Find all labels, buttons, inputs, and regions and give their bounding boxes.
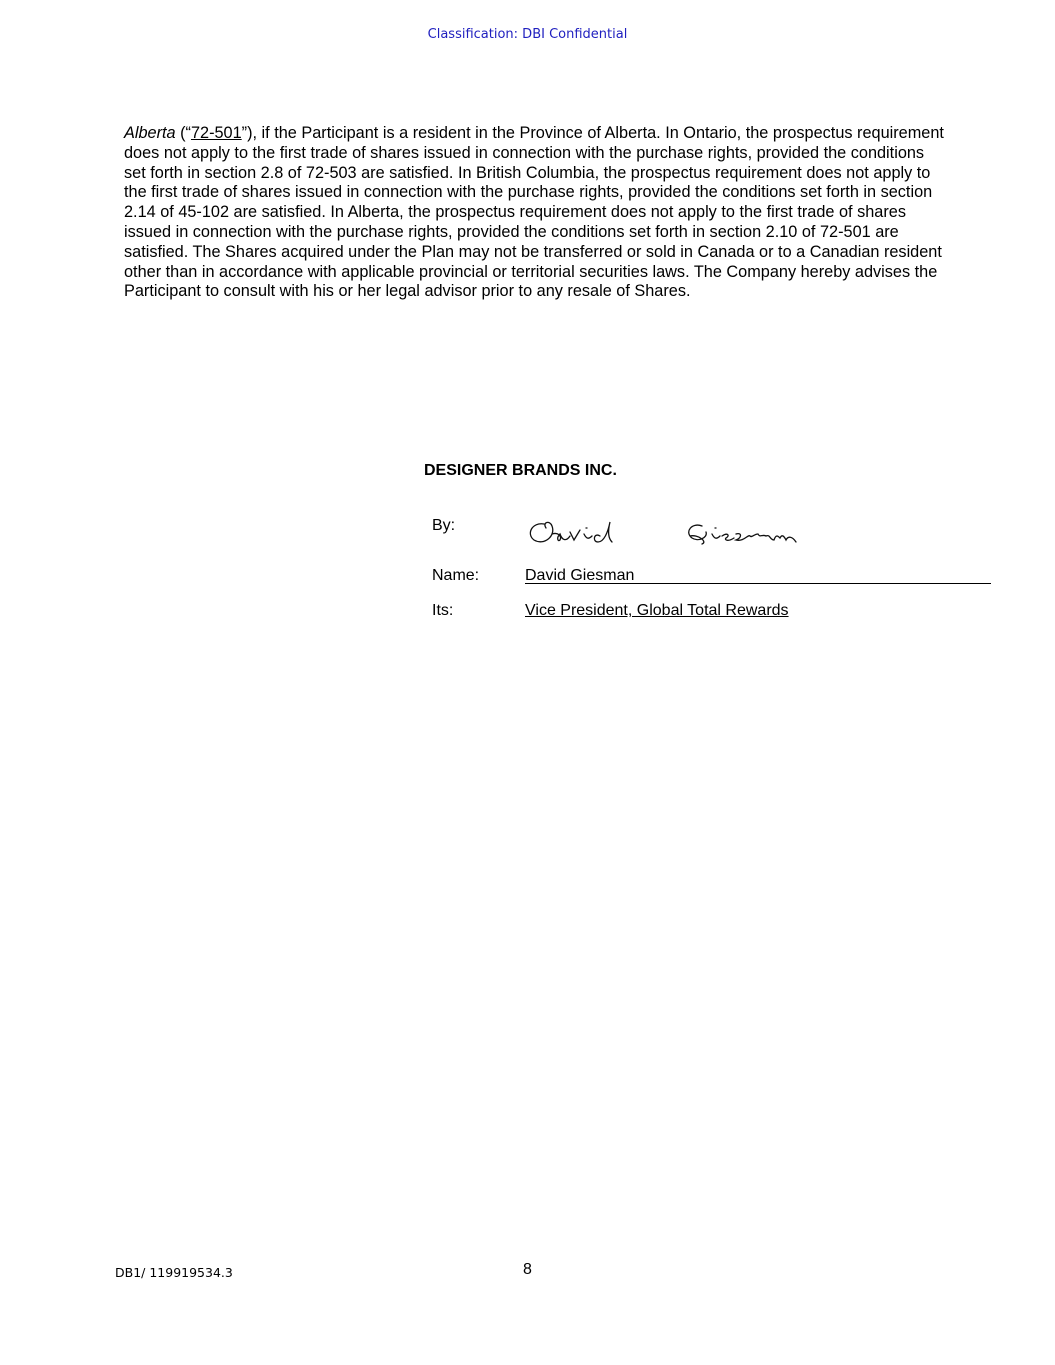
handwritten-signature (522, 512, 822, 552)
body-text-open: (“ (175, 124, 191, 142)
body-text-main: ”), if the Participant is a resident in the Province of Alberta. In Ontario, the prospectus requirement does not apply to the first trade of shares issued in connection with the purchase rights, provided the conditions set forth in section 2.8 of 72-503 are satisfied. In British Columbia, the prospectus requirement does not apply to the first trade of shares issued in connection with the purchase rights, provided the conditions set forth in section 2.14 of 45-102 are satisfied. In Alberta, the prospectus requirement does not apply to the first trade of shares issued in connection with the purchase rights, provided the conditions set forth in section 2.10 of 72-501 are satisfied. The Shares acquired under the Plan may not be transferred or sold in Canada or to a Canadian resident other than in accordance with applicable provincial or territorial securities laws. The Company hereby advises the Participant to consult with his or her legal advisor prior to any resale of Shares. (124, 124, 944, 301)
name-label: Name: (432, 567, 480, 584)
its-label: Its: (432, 602, 454, 619)
company-name: DESIGNER BRANDS INC. (424, 462, 617, 479)
by-label: By: (432, 517, 456, 534)
body-paragraph (124, 124, 944, 302)
statute-abbrev-underlined: 72-501 (190, 124, 242, 142)
classification-header: Classification: DBI Confidential (427, 27, 628, 42)
statute-name-italic: Alberta (124, 124, 176, 142)
name-value: David Giesman (525, 567, 635, 584)
document-id: DB1/ 119919534.3 (115, 1265, 233, 1280)
page-number: 8 (523, 1261, 532, 1278)
name-underline (525, 583, 991, 584)
its-value: Vice President, Global Total Rewards (525, 602, 789, 619)
